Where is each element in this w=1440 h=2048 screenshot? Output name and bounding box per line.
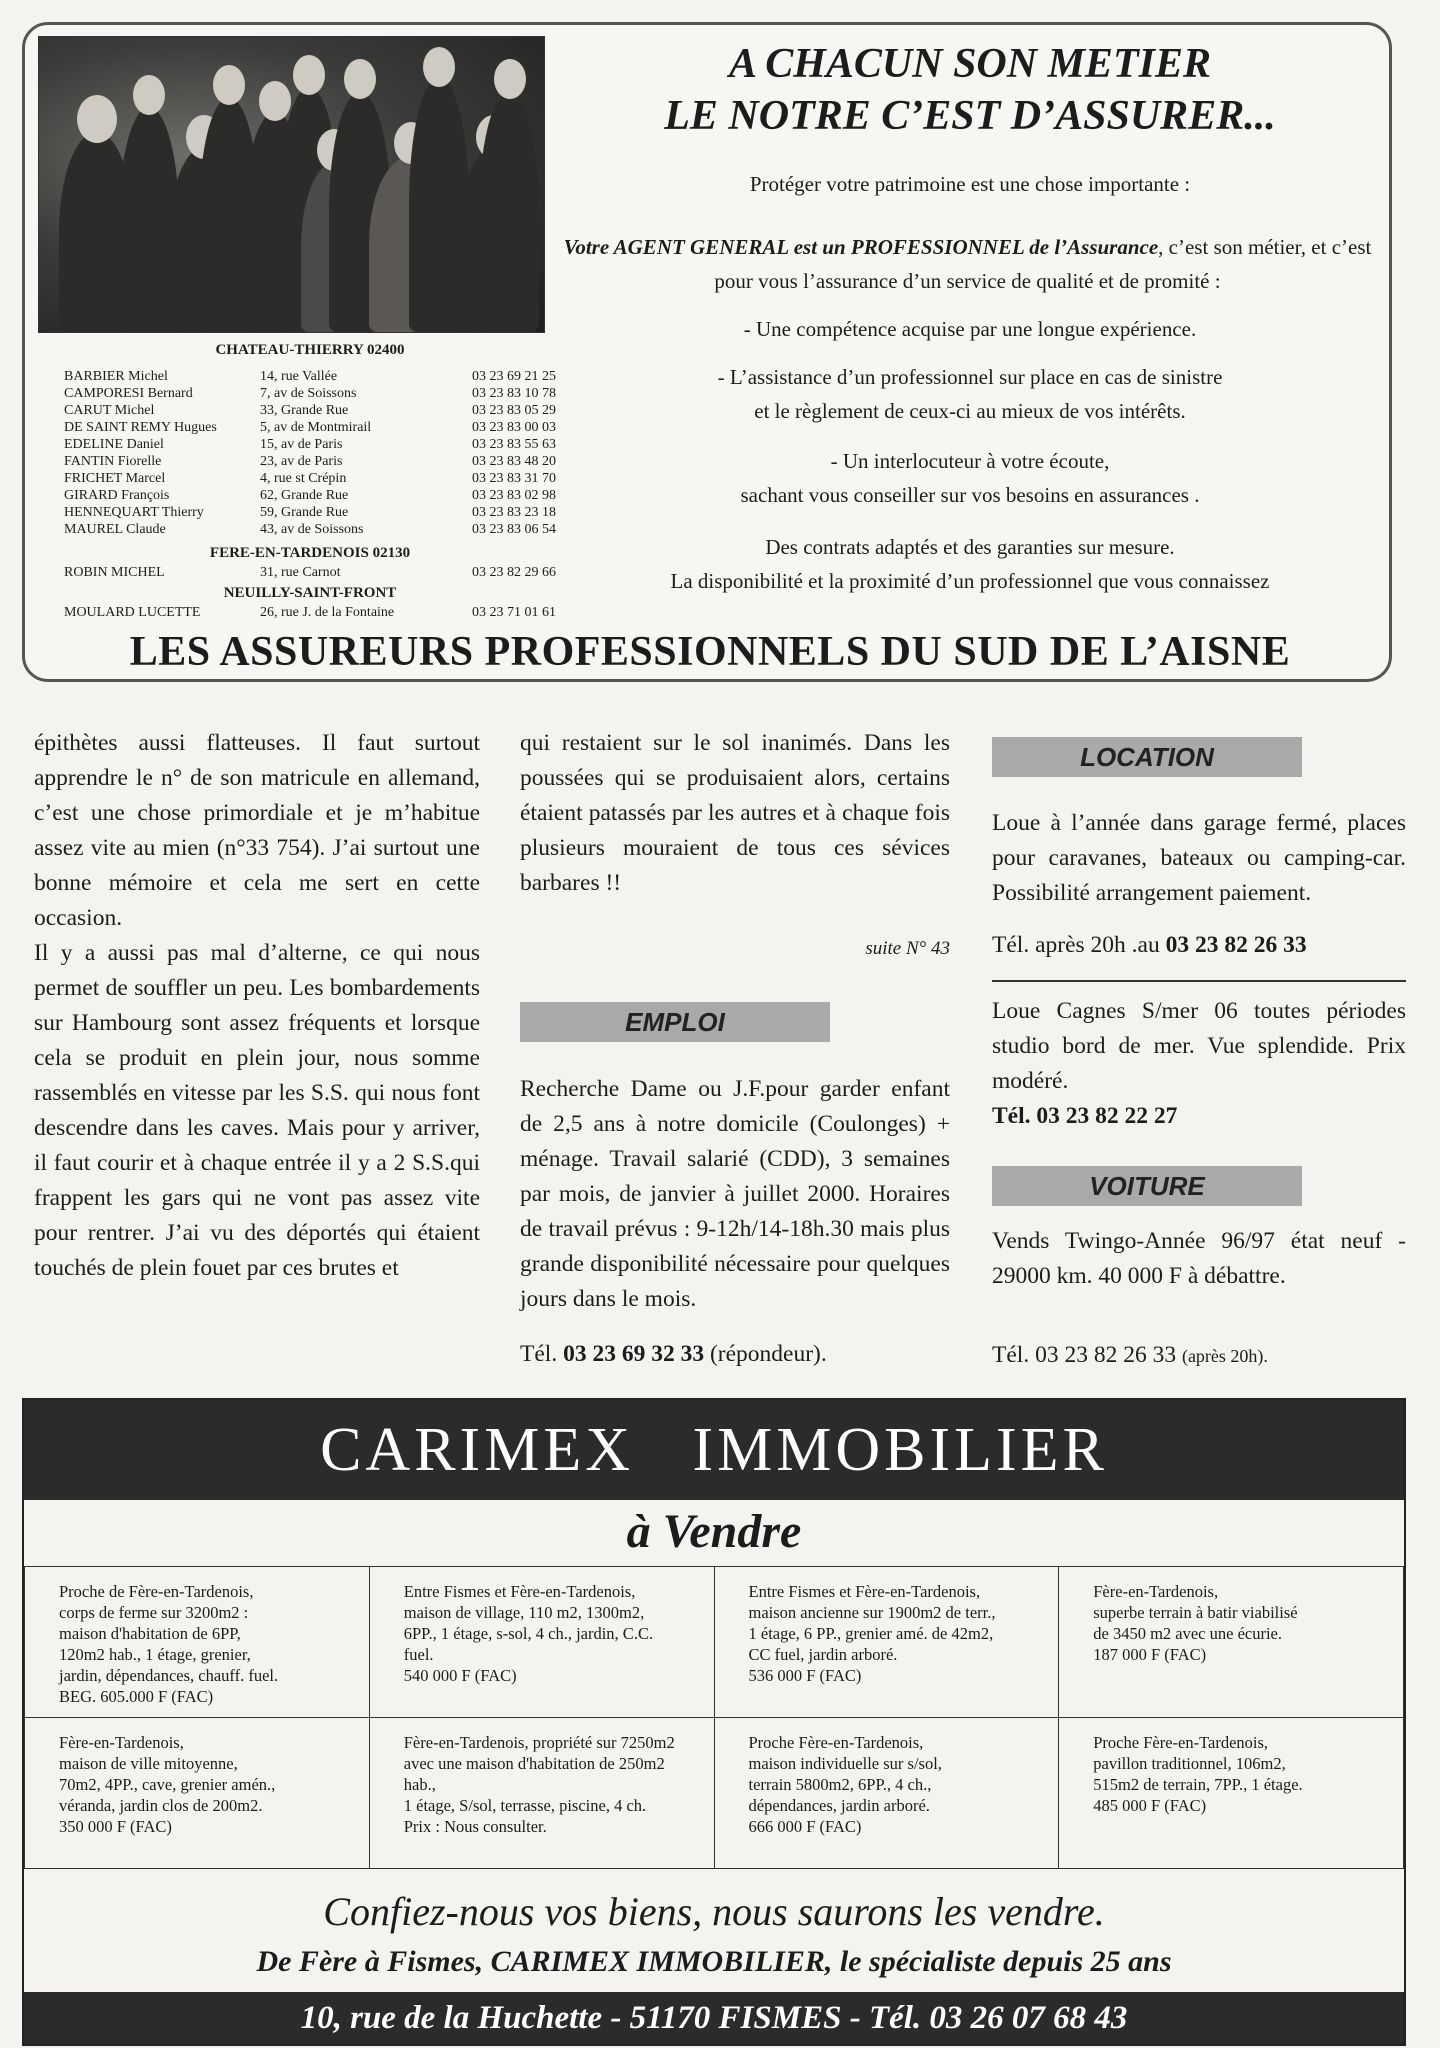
emploi-contact [520,1341,827,1368]
group-photo [38,36,545,333]
property-listing [369,1567,714,1718]
listing-line: maison de village, 110 m2, 1300m2, [403,1603,645,1622]
location-phone-2: Tél. 03 23 82 22 27 [992,1103,1178,1129]
voiture-ad [992,1224,1406,1294]
listing-line: de 3450 m2 avec une écurie. [1093,1624,1283,1643]
listing-line: maison ancienne sur 1900m2 de terr., [748,1603,996,1622]
tel-note: (répondeur). [709,1341,827,1367]
listing-line: avec une maison d'habitation de 250m2 hab., [403,1754,665,1794]
agent-name: FRICHET Marcel [64,471,166,486]
listing-line: 1 étage, S/sol, terrasse, piscine, 4 ch. [403,1796,647,1815]
listings-row [25,1567,1404,1718]
roster-table [60,368,580,538]
roster-city-heading: FERE-EN-TARDENOIS 02130 [209,545,411,561]
agent-name: GIRARD François [64,488,170,503]
agent-phone: 03 23 83 06 54 [472,522,556,537]
listing-line: dépendances, jardin arboré. [748,1796,930,1815]
roster-row [60,385,580,402]
headline-line-2: LE NOTRE C’EST D’ASSURER... [664,93,1276,139]
emploi-phone: 03 23 69 32 33 [563,1341,705,1367]
agent-name: CAMPORESI Bernard [64,386,193,401]
listing-line: 1 étage, 6 PP., grenier amé. de 42m2, [748,1624,994,1643]
listing-line: 485 000 F (FAC) [1093,1796,1207,1815]
roster-row [60,453,580,470]
tel-prefix: Tél. après 20h .au [992,932,1160,958]
emploi-ad [520,1072,950,1317]
agent-address: 5, av de Montmirail [260,420,372,435]
location-phone: 03 23 82 26 33 [1165,932,1307,958]
rubric-emploi: EMPLOI [520,1002,830,1042]
agent-name: FANTIN Fiorelle [64,454,162,469]
roster-table-neuilly [60,604,580,621]
listing-line: 350 000 F (FAC) [59,1817,172,1836]
roster-row [60,564,580,581]
ad-intro: Protéger votre patrimoine est une chose importante : [749,172,1191,196]
listing-line: terrain 5800m2, 6PP., 4 ch., [748,1775,932,1794]
agent-phone: 03 23 83 23 18 [472,505,556,520]
roster-row [60,419,580,436]
listings-row [25,1718,1404,1869]
article-paragraph: qui restaient sur le sol inanimés. Dans les poussées qui se produisaient alors, certains étaient patassés par les autres et à chaque fois plusieurs mouraient de tous ces sévices barbares !! [520,730,950,896]
location-ad-1 [992,806,1406,911]
agent-address: 33, Grande Rue [260,403,349,418]
agent-name: EDELINE Daniel [64,437,164,452]
article-column-1 [34,726,480,1286]
ad-point: sachant vous conseiller sur vos besoins en assurances . [740,483,1200,507]
headline-line-1: A CHACUN SON METIER [729,41,1211,87]
agent-address: 31, rue Carnot [260,565,341,580]
listing-line: 6PP., 1 étage, s-sol, 4 ch., jardin, C.C. fuel. [403,1624,654,1664]
property-listing [25,1718,370,1869]
rubric-location: LOCATION [992,737,1302,777]
location-ad-2 [992,994,1406,1099]
listing-line: Proche de Fère-en-Tardenois, [59,1582,254,1601]
listing-line: pavillon traditionnel, 106m2, [1093,1754,1286,1773]
agent-phone: 03 23 83 05 29 [472,403,556,418]
address-footer: 10, rue de la Huchette - 51170 FISMES - Tél. 03 26 07 68 43 [24,1992,1404,2044]
property-listing [369,1718,714,1869]
tel-note: (après 20h). [1181,1346,1268,1366]
listing-line: Fère-en-Tardenois, propriété sur 7250m2 [403,1733,675,1752]
location-text: Loue Cagnes S/mer 06 toutes périodes studio bord de mer. Vue splendide. Prix modéré. [992,998,1406,1094]
emploi-text: Recherche Dame ou J.F.pour garder enfant de 2,5 ans à notre domicile (Coulonges) + ménage. Travail salarié (CDD), 3 semaines par mois, de janvier à juillet 2000. Horaires de travail prévus : 9-12h/14-18h.30 mais plus grande disponibilité nécessaire pour quelques jours dans le mois. [520,1076,950,1312]
agent-phone: 03 23 83 10 78 [472,386,556,401]
insurers-banner: LES ASSUREURS PROFESSIONNELS DU SUD DE L’AISNE [129,629,1291,675]
agent-address: 62, Grande Rue [260,488,349,503]
property-listing [1059,1567,1404,1718]
listing-line: 120m2 hab., 1 étage, grenier, [59,1645,251,1664]
ad-point: - L’assistance d’un professionnel sur place en cas de sinistre [717,365,1223,389]
listing-line: Entre Fismes et Fère-en-Tardenois, [748,1582,981,1601]
agent-name: BARBIER Michel [64,369,168,384]
agent-name: HENNEQUART Thierry [64,505,204,520]
roster-row [60,470,580,487]
agent-name: CARUT Michel [64,403,155,418]
listing-line: véranda, jardin clos de 200m2. [59,1796,263,1815]
agent-phone: 03 23 83 00 03 [472,420,556,435]
divider [992,980,1406,982]
listing-line: Fère-en-Tardenois, [59,1733,184,1752]
article-paragraph: Il y a aussi pas mal d’alterne, ce qui nous permet de souffler un peu. Les bombardements sur Hambourg sont assez fréquents et lorsque cela se produit en plein jour, nous somme rassemblés en vitesse par les S.S. qui nous font descendre dans les caves. Mais pour y arriver, il faut courir et à chaque entrée il y a 2 S.S.qui frappent les gars qui ne vont pas assez vite pour rentrer. J’ai vu des déportés qui étaient touchés de plein fouet par ces brutes et [34,940,480,1281]
location-contact-1 [992,932,1307,959]
property-listing [714,1718,1059,1869]
roster-row [60,604,580,621]
listing-line: superbe terrain à batir viabilisé [1093,1603,1298,1622]
agent-phone: 03 23 83 55 63 [472,437,556,452]
listing-line: 70m2, 4PP., cave, grenier amén., [59,1775,276,1794]
carimex-title: CARIMEX IMMOBILIER [24,1400,1404,1500]
location-text: Loue à l’année dans garage fermé, places pour caravanes, bateaux ou camping-car. Possibilité arrangement paiement. [992,810,1406,906]
ad-point: La disponibilité et la proximité d’un professionnel que vous connaissez [670,569,1270,593]
listing-line: Proche Fère-en-Tardenois, [748,1733,924,1752]
listing-line: maison de ville mitoyenne, [59,1754,238,1773]
agent-phone: 03 23 82 29 66 [472,565,556,580]
ad-point: Des contrats adaptés et des garanties sur mesure. [765,535,1175,559]
listing-line: 515m2 de terrain, 7PP., 1 étage. [1093,1775,1303,1794]
property-listing [1059,1718,1404,1869]
listing-line: CC fuel, jardin arboré. [748,1645,898,1664]
specialist-tagline: De Fère à Fismes, CARIMEX IMMOBILIER, le spécialiste depuis 25 ans [256,1945,1172,1978]
agent-name: MAUREL Claude [64,522,166,537]
agent-address: 4, rue st Crépin [260,471,347,486]
property-listing [25,1567,370,1718]
voiture-phone: Tél. 03 23 82 26 33 [992,1342,1177,1368]
agent-address: 7, av de Soissons [260,386,357,401]
tagline: Confiez-nous vos biens, nous saurons les vendre. [323,1889,1105,1934]
roster-row [60,368,580,385]
listing-line: Prix : Nous consulter. [403,1817,547,1836]
agent-address: 15, av de Paris [260,437,343,452]
article-paragraph: épithètes aussi flatteuses. Il faut surtout apprendre le n° de son matricule en allemand, c’est une chose primordiale et je m’habitue assez vite au mien (n°33 754). J’ai surtout une bonne mémoire et cela me sert en cette occasion. [34,730,480,931]
ad-point: - Un interlocuteur à votre écoute, [830,449,1110,473]
ad-agent-statement [555,230,1380,298]
roster-row [60,504,580,521]
ad-point: - Une compétence acquise par une longue expérience. [743,317,1197,341]
agent-statement-bold: Votre AGENT GENERAL est un PROFESSIONNEL de l’Assurance [563,235,1159,259]
agent-address: 14, rue Vallée [260,369,338,384]
for-sale-subtitle: à Vendre [626,1505,802,1558]
agent-phone: 03 23 69 21 25 [472,369,556,384]
roster-city-heading: NEUILLY-SAINT-FRONT [223,585,397,601]
rubric-voiture: VOITURE [992,1166,1302,1206]
voiture-contact [992,1342,1268,1369]
listing-line: jardin, dépendances, chauff. fuel. [59,1666,279,1685]
agent-phone: 03 23 83 02 98 [472,488,556,503]
listing-line: 536 000 F (FAC) [748,1666,862,1685]
agent-address: 59, Grande Rue [260,505,349,520]
listing-line: maison d'habitation de 6PP, [59,1624,241,1643]
listing-line: 540 000 F (FAC) [403,1666,517,1685]
agent-address: 23, av de Paris [260,454,343,469]
listing-line: 187 000 F (FAC) [1093,1645,1207,1664]
listing-line: 666 000 F (FAC) [748,1817,862,1836]
ad-point: et le règlement de ceux-ci au mieux de vos intérêts. [754,399,1186,423]
agent-statement-rest: , c’est son métier, et c’est pour vous l’assurance d’un service de qualité et de promité : [714,235,1372,293]
roster-row [60,402,580,419]
ad-headline [560,38,1380,142]
agent-address: 26, rue J. de la Fontaine [260,605,395,620]
listing-line: Entre Fismes et Fère-en-Tardenois, [403,1582,636,1601]
agent-phone: 03 23 83 48 20 [472,454,556,469]
agent-address: 43, av de Soissons [260,522,364,537]
listing-line: Fère-en-Tardenois, [1093,1582,1219,1601]
roster-row [60,436,580,453]
voiture-text: Vends Twingo-Année 96/97 état neuf - 29000 km. 40 000 F à débattre. [992,1228,1406,1289]
roster-row [60,521,580,538]
listing-line: BEG. 605.000 F (FAC) [59,1687,214,1706]
property-listing [714,1567,1059,1718]
article-column-2 [520,726,950,901]
agent-phone: 03 23 71 01 61 [472,605,556,620]
agent-phone: 03 23 83 31 70 [472,471,556,486]
agent-name: DE SAINT REMY Hugues [64,420,217,435]
roster-table-fere [60,564,580,581]
roster-row [60,487,580,504]
listings-grid [24,1566,1404,1869]
listing-line: Proche Fère-en-Tardenois, [1093,1733,1269,1752]
tel-label: Tél. [520,1341,558,1367]
listing-line: maison individuelle sur s/sol, [748,1754,942,1773]
agent-name: MOULARD LUCETTE [64,605,201,620]
article-continued: suite N° 43 [865,938,950,959]
roster-city-heading: CHATEAU-THIERRY 02400 [215,342,405,358]
agent-name: ROBIN MICHEL [64,565,165,580]
listing-line: corps de ferme sur 3200m2 : [59,1603,249,1622]
